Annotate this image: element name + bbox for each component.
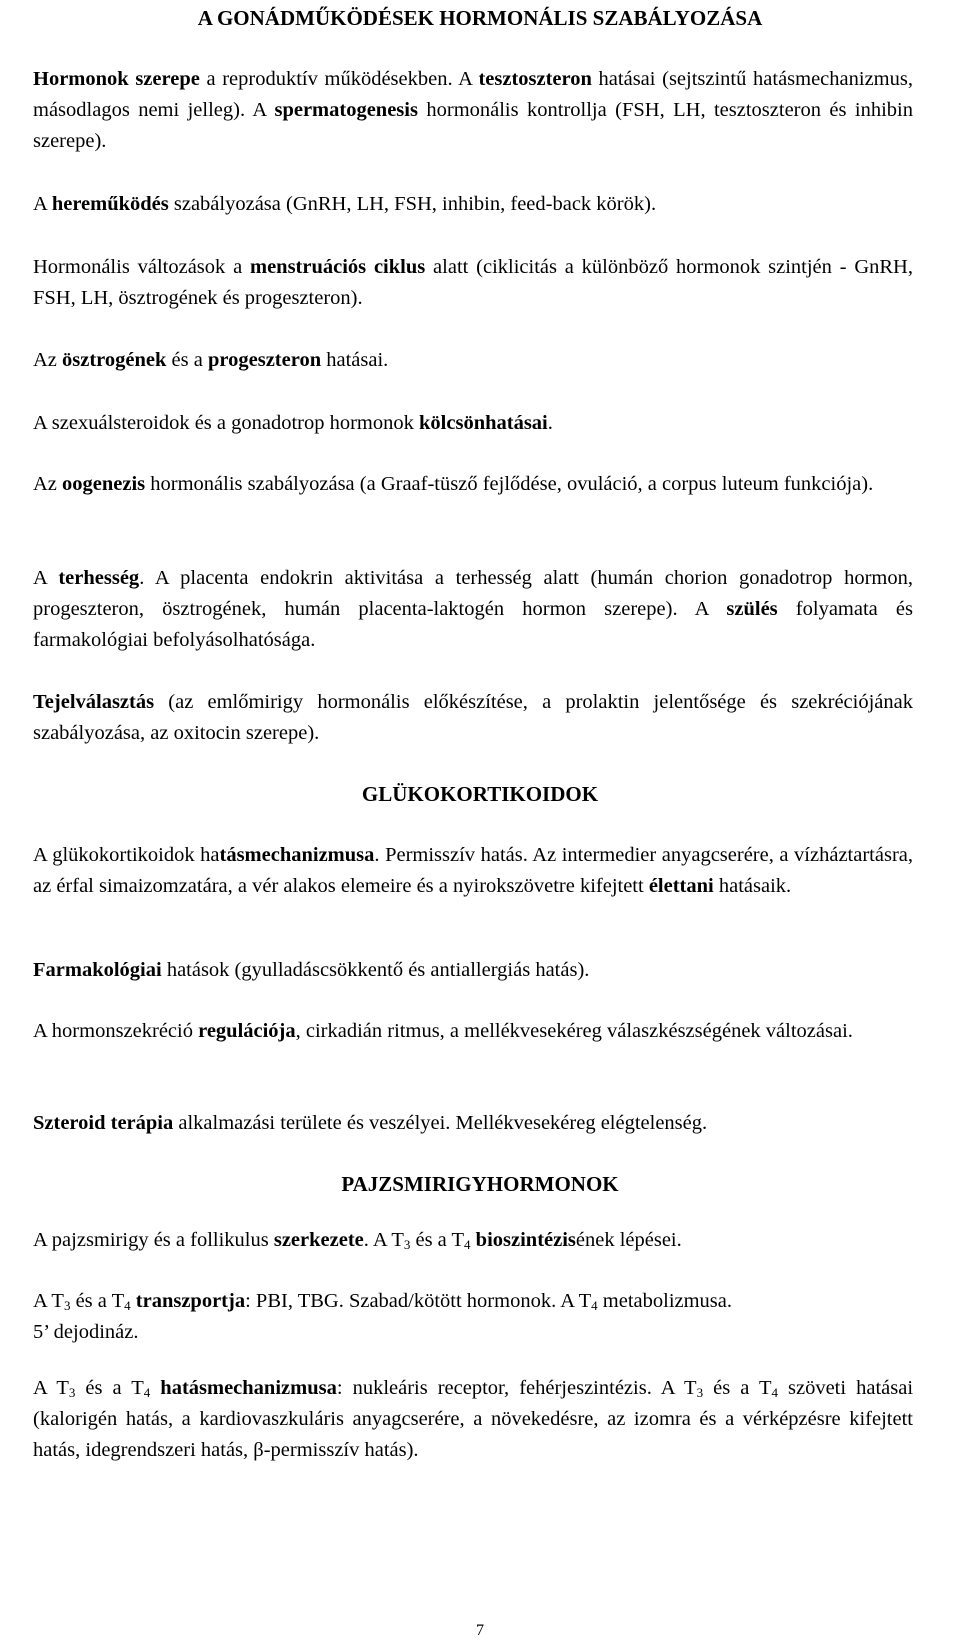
text: és a [166,349,208,371]
heading-text: GLÜKOKORTIKOIDOK [361,782,599,806]
text: . A T [363,1229,404,1251]
text: A glükokortikoidok ha [33,844,220,866]
text: A hormonszekréció [33,1020,199,1042]
subscript: 3 [696,1385,704,1400]
bold-term: szülés [726,598,778,620]
paragraph-thyroid-structure [33,1225,913,1256]
text: Az [33,349,63,371]
text: A T [33,1377,69,1399]
text [150,1377,160,1399]
bold-term: spermatogenesis [274,99,418,121]
bold-term: bioszintézis [475,1229,576,1251]
bold-term: élettani [648,875,714,897]
bold-term: tesztoszteron [478,68,592,90]
subscript: 4 [124,1298,131,1313]
paragraph-oogenesis [33,469,913,500]
paragraph-thyroid-mechanism [33,1373,913,1466]
text: alatt (ciklicitás a különböző hormonok szintjén - GnRH, FSH, LH, ösztrogének és progeszteron). [33,256,913,309]
text: a reproduktív működésekben. A [199,68,479,90]
text: szabályozása (GnRH, LH, FSH, inhibin, feed-back körök). [168,193,657,215]
text: A [33,193,52,215]
text: hormonális szabályozása (a Graaf-tüsző fejlődése, ovuláció, a corpus luteum funkciója). [145,473,874,495]
text: A szexuálsteroidok és a gonadotrop hormonok [33,412,420,434]
text: 5’ dejodináz. [33,1321,139,1343]
text: Hormonális változások a [33,256,250,278]
text: . Permisszív hatás. Az intermedier anyagcserére, a vízháztartásra, az érfal simaizomzatára, a vér alakos elemeire és a nyirokszövetre kifejtett [33,844,913,897]
text: , cirkadián ritmus, a mellékvesekéreg válaszkészségének változásai. [295,1020,853,1042]
text: és a T [70,1290,125,1312]
paragraph-sex-steroids [33,408,913,439]
text: . [547,412,553,434]
subscript: 3 [63,1298,71,1313]
text: A pajzsmirigy és a follikulus [33,1229,274,1251]
bold-term: tásmechanizmusa [219,844,375,866]
text: hatásai. [321,349,389,371]
text: és a T [75,1377,144,1399]
text: . A placenta endokrin aktivitása a terhesség alatt (humán chorion gonadotrop hormon, progeszteron, ösztrogének, humán placenta-laktogén hormon szerepe). A [33,567,913,620]
subscript: 3 [403,1237,411,1252]
paragraph-hormone-role [33,64,913,157]
text: szöveti hatásai (kalorigén hatás, a kardiovaszkuláris anyagcserére, a növekedésre, az izomra és a vérképzésre kifejtett hatás, idegrendszeri hatás, β-permisszív hatás). [33,1377,914,1461]
text: Az [33,473,63,495]
bold-term: szerkezete [273,1229,364,1251]
section-heading-gonad [0,4,960,32]
paragraph-hormone-secretion [33,1016,913,1047]
text: folyamata és farmakológiai befolyásolhatósága. [33,598,913,651]
bold-term: ösztrogének [62,349,167,371]
text: A [33,567,59,589]
text: ének lépései. [575,1229,682,1251]
text: A T [33,1290,64,1312]
bold-term: Farmakológiai [33,959,162,981]
text: : nukleáris receptor, fehérjeszintézis. A T [336,1377,697,1399]
text: hormonális kontrollja (FSH, LH, tesztoszteron és inhibin szerepe). [33,99,913,152]
subscript: 4 [464,1237,471,1252]
bold-term: Hormonok szerepe [33,68,200,90]
bold-term: kölcsönhatásai [419,412,548,434]
page-number: 7 [476,1622,484,1639]
heading-text: A GONÁDMŰKÖDÉSEK HORMONÁLIS SZABÁLYOZÁSA [197,6,763,30]
paragraph-estrogens [33,345,913,376]
section-heading-glucocorticoids [0,780,960,808]
text: : PBI, TBG. Szabad/kötött hormonok. A T [245,1290,592,1312]
subscript: 4 [143,1385,151,1400]
bold-term: Szteroid terápia [33,1112,174,1134]
paragraph-testis-function [33,189,913,220]
text: és a T [703,1377,772,1399]
paragraph-menstrual-cycle [33,252,913,314]
bold-term: menstruációs ciklus [250,256,426,278]
text: (az emlőmirigy hormonális előkészítése, a prolaktin jelentősége és szekréciójának szabályozása, az oxitocin szerepe). [33,691,913,744]
bold-term: oogenezis [62,473,146,495]
paragraph-lactation [33,687,913,749]
text: hatásai (sejtszintű hatásmechanizmus, másodlagos nemi jelleg). A [33,68,913,121]
paragraph-glucocorticoid-mechanism [33,840,913,902]
text: és a T [410,1229,465,1251]
paragraph-steroid-therapy [33,1108,913,1139]
text: hatásaik. [713,875,792,897]
text: metabolizmusa. [597,1290,733,1312]
text: hatások (gyulladáscsökkentő és antiallergiás hatás). [161,959,590,981]
bold-term: terhesség [58,567,140,589]
section-heading-thyroid [0,1170,960,1198]
subscript: 3 [68,1385,76,1400]
text: alkalmazási területe és veszélyei. Mellékvesekéreg elégtelenség. [173,1112,708,1134]
bold-term: hereműködés [51,193,169,215]
subscript: 4 [771,1385,778,1400]
bold-term: transzportja [135,1290,246,1312]
paragraph-thyroid-transport [33,1286,913,1348]
bold-term: Tejelválasztás [33,691,155,713]
bold-term: progeszteron [207,349,322,371]
subscript: 4 [591,1298,598,1313]
paragraph-pregnancy [33,563,913,656]
bold-term: hatásmechanizmusa [160,1377,337,1399]
bold-term: regulációja [198,1020,296,1042]
heading-text: PAJZSMIRIGYHORMONOK [341,1172,619,1196]
paragraph-pharmacological [33,955,913,986]
